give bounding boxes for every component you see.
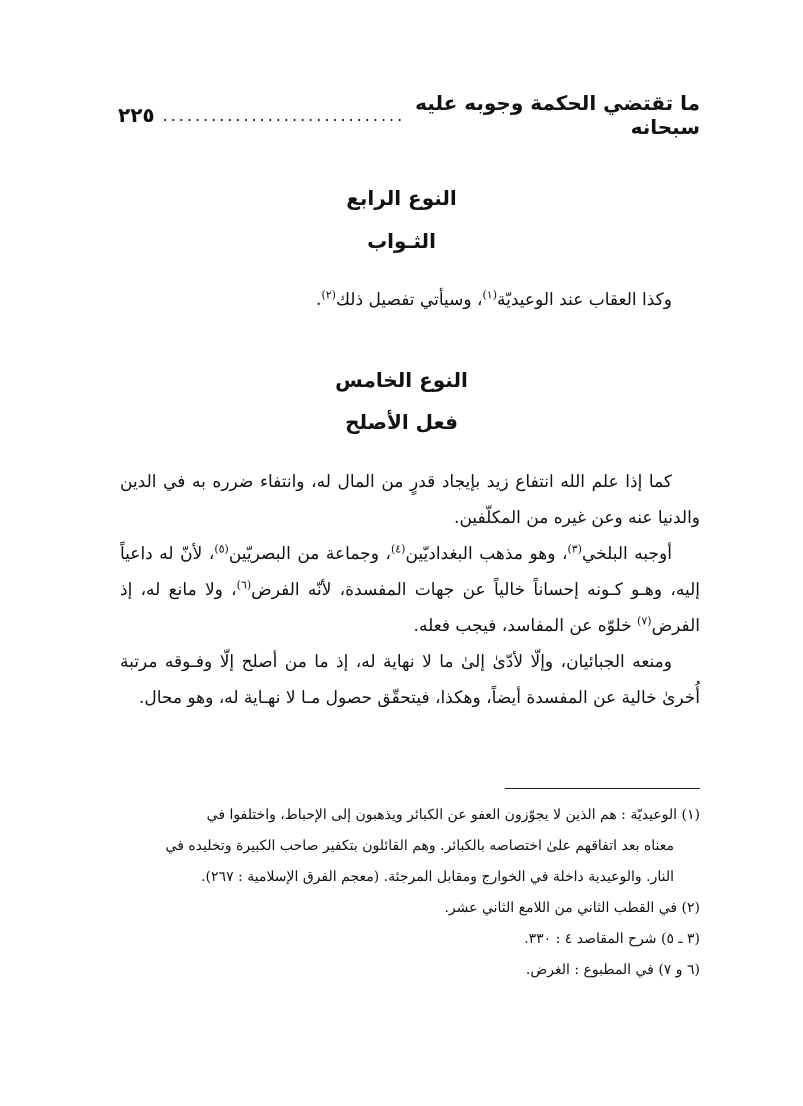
section-5-heading: النوع الخامس [335,368,468,392]
footnote-1-continuation-2: النار. والوعيدية داخلة في الخوارج ومقابل المرجئة. (معجم الفرق الإسلامية : ٢٦٧). [201,869,674,885]
footnote-ref-4: (٤) [390,542,406,556]
footnote-4-label: (٦ و ٧) [658,962,700,978]
header-leader-dots: .............................. [162,105,406,125]
footnote-2-label: (٢) [681,900,700,916]
footnote-4 [120,955,700,986]
section-4-heading: النوع الرابع [346,186,457,210]
paragraph-2-text-e: ، ولا مانع له، إذ الفرض [120,580,700,636]
paragraph-1: كما إذا علم الله انتفاع زيد بإيجاد قدرٍ من المال له، وانتفاء ضرره به في الدين والدنيا عنه وعن غيره من المكلّفين. [120,472,700,528]
paragraph-2-text-f: خلوّه عن المفاسد، فيجب فعله. [413,616,638,636]
footnote-2 [120,893,700,924]
footnotes [120,800,700,986]
footnote-ref-6: (٦) [236,578,252,592]
section-4-text-2: ، وسيأتي تفصيل ذلك [335,290,483,310]
section-5-body [120,464,700,716]
section-4-paragraph [120,282,700,318]
paragraph-2-text-d: ، لأنّ له داعياً إليه، وهـو كـونه إحساناً خالياً عن جهات المفسدة، لأنّه الفرض [120,544,700,600]
section-4-text: وكذا العقاب عند الوعيديّة [497,290,672,310]
footnote-3-label: (٣ ـ ٥) [660,931,700,947]
footnote-1-continuation-1: معناه بعد اتفاقهم علىٰ اختصاصه بالكبائر. وهم القائلون بتكفير صاحب الكبيرة وتخليده في [165,838,674,854]
footnote-ref-3: (٣) [567,542,582,556]
footnote-divider [505,788,700,789]
footnote-3 [120,924,700,955]
section-4-text-3: . [316,290,322,310]
footnote-4-text: في المطبوع : الغرض. [525,962,654,978]
paragraph-2-text-b: ، وهو مذهب البغداديّين [405,544,568,564]
footnote-2-text: في القطب الثاني من اللامع الثاني عشر. [444,900,678,916]
running-header [118,91,700,139]
section-5-subheading: فعل الأصلح [345,410,458,434]
footnote-ref-7: (٧) [637,614,652,628]
footnote-1-label: (١) [681,807,700,823]
footnote-ref-2: (٢) [321,288,336,302]
footnote-1 [120,800,700,831]
footnote-1-text: الوعيديّة : هم الذين لا يجوّزون العفو عن الكبائر ويذهبون إلى الإحباط، واختلفوا في [206,807,678,823]
footnote-3-text: شرح المقاصد ٤ : ٣٣٠. [524,931,657,947]
header-title: ما تقتضي الحكمة وجوبه عليه سبحانه [415,91,700,139]
footnote-ref-5: (٥) [214,542,229,556]
paragraph-3: ومنعه الجبائيان، وإلّا لأدّىٰ إلىٰ ما لا نهاية له، إذ ما من أصلح إلّا وفـوقه مرتبة أُخرىٰ خالية عن المفسدة أيضاً، وهكذا، فيتحقّق حصول مـا لا نهـاية له، وهو محال. [120,652,700,708]
page-number: ٢٢٥ [118,103,155,127]
paragraph-2-text-a: أوجبه البلخي [581,544,672,564]
section-4-subheading: الثـواب [367,229,436,253]
paragraph-2 [120,536,700,644]
footnote-ref-1: (١) [482,288,498,302]
paragraph-2-text-c: ، وجماعة من البصريّين [228,544,391,564]
